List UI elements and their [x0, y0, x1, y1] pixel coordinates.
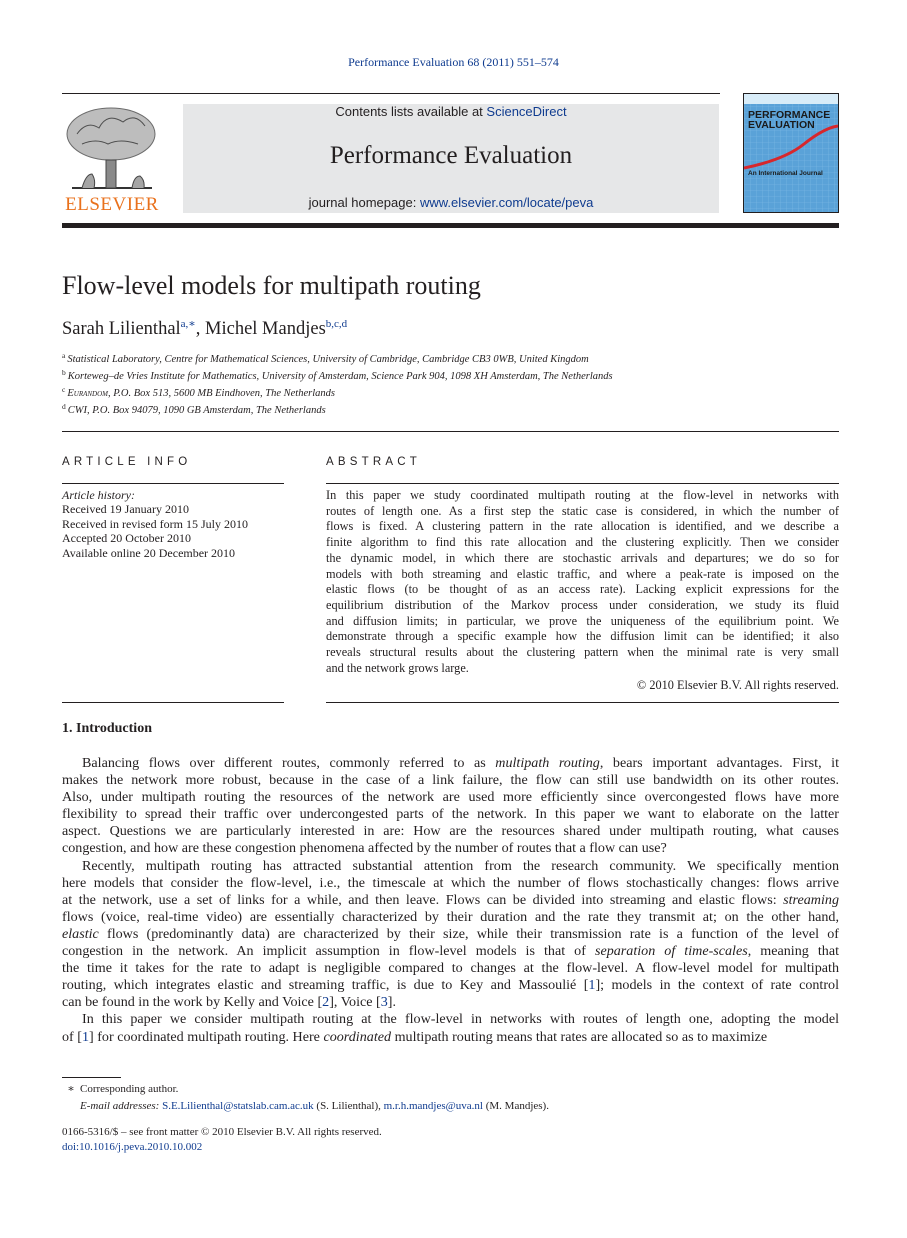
body-text-run: Balancing flows over different routes, commonly referred to as	[82, 755, 496, 771]
emphasis-text: streaming	[783, 891, 839, 908]
body-line	[62, 994, 839, 1011]
elsevier-wordmark: ELSEVIER	[65, 194, 159, 215]
body-text-run: the time it takes for the rate to adapt is negligible compared to changes at the flow-level. A flow-level model for multipath	[62, 960, 839, 977]
journal-title: Performance Evaluation	[329, 142, 573, 169]
body-line	[62, 858, 839, 875]
body-text-run: can be found in the work by Kelly and Voice [	[62, 994, 323, 1011]
body-text-run: , bears important advantages. First, it	[599, 755, 839, 771]
affiliation-b	[62, 368, 613, 382]
body-line	[62, 755, 839, 772]
author-list	[62, 317, 347, 340]
affiliation-c	[62, 385, 335, 399]
history-item: Accepted 20 October 2010	[62, 531, 191, 546]
emphasis-text: elastic	[62, 925, 99, 942]
cover-title	[748, 110, 836, 130]
body-text-run: flows (voice, real-time video) are essentially characterized by their duration and the rate they transmit at; on the other hand,	[62, 908, 839, 925]
body-text-run: congestion in the network. An implicit assumption in flow-level models is that of	[62, 943, 595, 960]
doi-link[interactable]: doi:10.1016/j.peva.2010.10.002	[62, 1141, 203, 1153]
introduction-lines	[62, 755, 839, 1046]
body-text-run: at the network, use a set of links for a while, and then leave. Flows can be divided into streaming and elastic flows:	[62, 891, 784, 908]
affiliation-text: Korteweg–de Vries Institute for Mathematics, University of Amsterdam, Science Park 904, 1098 XH Amsterdam, The Netherlands	[67, 371, 613, 382]
body-text-run: routing, which integrates elastic and streaming traffic, is due to Key and Massoulié [	[62, 977, 589, 994]
body-text-run: ]; models in the context of rate control	[595, 977, 839, 994]
header-rule	[62, 223, 839, 228]
abstract-line: equilibrium distribution of the Markov process under consideration, we study its fluid	[326, 597, 839, 612]
author-name: Michel Mandjes	[205, 319, 326, 339]
abstract-line: reveals structural results about the clustering pattern when the minimal rate is very small	[326, 645, 839, 660]
body-text-run: flows (predominantly data) are characterized by their size, while their transmission rate is a function of the level of	[98, 925, 839, 942]
journal-cover	[743, 93, 839, 213]
affiliation-text: Statistical Laboratory, Centre for Mathematical Sciences, University of Cambridge, Cambridge CB3 0WB, United Kingdom	[67, 354, 589, 365]
elsevier-logo	[62, 104, 162, 214]
footnote-corresponding-text: Corresponding author.	[80, 1083, 179, 1095]
body-line	[62, 789, 839, 806]
affiliation-mark: d	[62, 402, 66, 411]
abstract-bottom-rule	[326, 702, 839, 703]
footnote-star: ∗	[67, 1083, 75, 1095]
citation-link[interactable]: 3	[380, 994, 388, 1011]
body-line	[62, 840, 839, 857]
body-text-run: here models that consider the flow-level, i.e., the timescale at which the number of flows stochastically changes: flows arrive	[62, 874, 839, 891]
abstract-line: routes of length one. As a first step the static case is considered, in which the number of	[326, 503, 839, 518]
body-line	[62, 1011, 839, 1028]
cover-subtitle: An International Journal	[748, 170, 823, 177]
abstract-rule	[326, 483, 839, 484]
footer-issn: 0166-5316/$ – see front matter © 2010 Elsevier B.V. All rights reserved.	[62, 1126, 382, 1138]
body-text-run: flexibility to spread their traffic over undercongested parts of the network. In this paper we want to elaborate on the latter	[62, 806, 839, 823]
body-line	[62, 823, 839, 840]
footnote-emails	[62, 1098, 839, 1115]
abstract-line: flows is fixed. A clustering pattern in the rate allocation is identified, and we describe a	[326, 519, 839, 534]
emphasis-text: separation of time-scales	[594, 943, 748, 960]
citation-link[interactable]: 1	[81, 1028, 90, 1045]
abstract-line: and diffusion limits; in particular, we prove the uniqueness of the equilibrium point. We	[326, 613, 839, 628]
abstract-line: demonstrate through a specific example how the diffusion limit can be identified; it also	[326, 629, 839, 644]
article-info-heading: ARTICLE INFO	[62, 456, 192, 468]
section-heading-introduction: 1. Introduction	[62, 721, 152, 736]
body-line	[62, 1029, 839, 1046]
email-link-mandjes[interactable]: m.r.h.mandjes@uva.nl	[383, 1100, 483, 1112]
abstract-line: models with both streaming and elastic traffic, and where a peak-rate is imposed on the	[326, 566, 839, 581]
affiliation-text: CWI, P.O. Box 94079, 1090 GB Amsterdam, The Netherlands	[67, 405, 326, 416]
citation-link[interactable]: 1	[588, 977, 596, 994]
footnote-corresponding	[62, 1081, 839, 1098]
body-text-run: ].	[387, 994, 397, 1011]
homepage-line	[183, 195, 719, 210]
abstract-line: the dynamic model, in which there are stochastic arrivals and departures; we do so for	[326, 550, 839, 565]
body-text-run: ], Voice [	[329, 994, 381, 1011]
body-line	[62, 909, 839, 926]
journal-reference-link[interactable]: Performance Evaluation 68 (2011) 551–574	[348, 55, 559, 69]
citation-link[interactable]: 2	[322, 994, 330, 1011]
contents-prefix: Contents lists available at	[335, 104, 487, 119]
body-line	[62, 926, 839, 943]
body-text-run: Recently, multipath routing has attracted substantial attention from the research community. We specifically mention	[82, 857, 839, 874]
article-info-bottom-rule	[62, 702, 284, 703]
contents-line	[183, 104, 719, 119]
body-text-run: ] for coordinated multipath routing. Here	[89, 1028, 324, 1045]
author-affiliation-link[interactable]: b,c,d	[325, 318, 348, 330]
email-link-lilienthal[interactable]: S.E.Lilienthal@statslab.cam.ac.uk	[162, 1100, 314, 1112]
email-label: E-mail addresses:	[80, 1100, 160, 1112]
body-text-run: In this paper we consider multipath routing at the flow-level in networks with routes of length one, adopting the model	[82, 1011, 839, 1028]
abstract-copyright: © 2010 Elsevier B.V. All rights reserved.	[636, 678, 839, 692]
body-line	[62, 875, 839, 892]
history-item: Received in revised form 15 July 2010	[62, 516, 248, 531]
affiliation-text-smallcaps: Eurandom	[67, 388, 108, 399]
affiliation-text: , P.O. Box 513, 5600 MB Eindhoven, The Netherlands	[107, 388, 335, 399]
body-text-run: of [	[62, 1028, 82, 1045]
abstract-line: and the network grows large.	[326, 660, 469, 675]
affiliation-rule	[62, 431, 839, 432]
article-history	[62, 488, 284, 560]
abstract-line: In this paper we study coordinated multipath routing at the flow-level in networks with	[326, 488, 839, 502]
body-text-run: makes the network more robust, because in the case of a link failure, the flow can still use bandwidth on its other routes.	[62, 772, 839, 789]
article-title: Flow-level models for multipath routing	[62, 271, 481, 300]
homepage-link[interactable]: www.elsevier.com/locate/peva	[419, 195, 594, 210]
footnote-rule	[62, 1077, 121, 1078]
affiliation-mark: b	[62, 368, 66, 377]
body-line	[62, 977, 839, 994]
cover-title-line-1: PERFORMANCE	[748, 109, 831, 121]
footnotes	[62, 1081, 839, 1115]
body-text-run: Also, under multipath routing the resources of the network are used more efficiently since overcongested flows have more	[62, 789, 839, 806]
cover-title-line-2: EVALUATION	[748, 119, 815, 131]
email-owner: (M. Mandjes).	[482, 1100, 549, 1112]
abstract-line: elastic flows (to be thought of as an access rate). Lacking explicit expressions for the	[326, 582, 839, 597]
introduction-body	[62, 755, 839, 1046]
body-line	[62, 960, 839, 977]
body-line	[62, 772, 839, 789]
body-line	[62, 806, 839, 823]
body-text-run: congestion, and how are these congestion phenomena affected by the number of routes that a flow can use?	[62, 840, 667, 857]
page-footer	[62, 1125, 839, 1155]
abstract-body	[326, 488, 839, 676]
affiliation-mark: a	[62, 351, 66, 360]
body-text-run: multipath routing means that rates are allocated so as to maximize	[391, 1028, 768, 1045]
homepage-prefix: journal homepage:	[308, 195, 420, 210]
elsevier-tree-icon	[62, 104, 160, 190]
affiliation-d	[62, 402, 326, 416]
sciencedirect-link[interactable]: ScienceDirect	[486, 104, 567, 119]
emphasis-text: multipath routing	[495, 755, 600, 771]
body-text-run: , meaning that	[747, 943, 840, 960]
affiliation-a	[62, 351, 589, 365]
abstract-line: finite algorithm to find this rate allocation and the clustering explicitly. Then we consider	[326, 535, 839, 550]
author-name: Sarah Lilienthal	[62, 319, 181, 339]
journal-reference	[0, 55, 907, 70]
body-text-run: aspect. Questions we are particularly interested in are: How are the resources shared under multipath routing, what causes	[62, 823, 839, 840]
author-affiliation-link[interactable]: a,∗	[180, 318, 196, 330]
email-owner: (S. Lilienthal),	[313, 1100, 384, 1112]
affiliation-mark: c	[62, 385, 66, 394]
article-info-rule	[62, 483, 284, 484]
history-label: Article history:	[62, 488, 135, 502]
author-separator: ,	[195, 319, 206, 339]
history-item: Received 19 January 2010	[62, 502, 189, 517]
body-line	[62, 943, 839, 960]
body-line	[62, 892, 839, 909]
history-item: Available online 20 December 2010	[62, 545, 236, 560]
journal-banner	[183, 104, 719, 213]
abstract-heading: ABSTRACT	[326, 456, 421, 468]
emphasis-text: coordinated	[323, 1028, 392, 1045]
header-top-rule	[62, 93, 720, 94]
